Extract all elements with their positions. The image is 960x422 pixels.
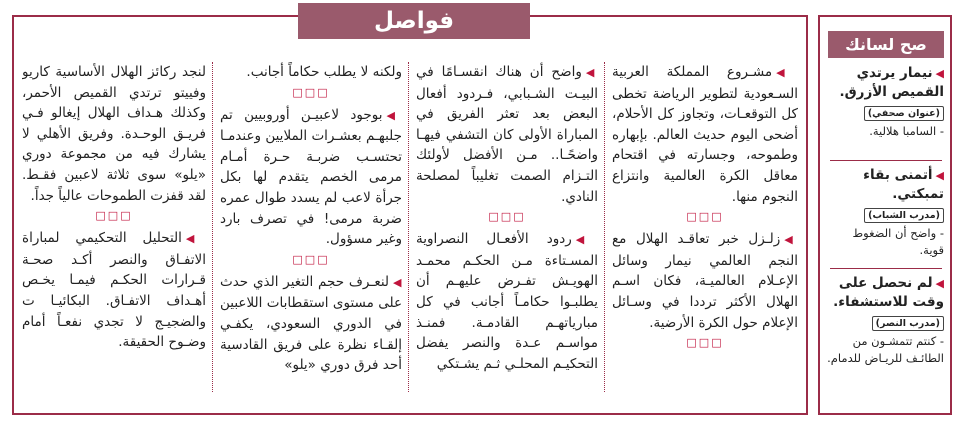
- left-triangle-icon: ◀: [784, 233, 798, 247]
- separator: □□□: [686, 336, 724, 350]
- side-item: [826, 64, 944, 140]
- side-divider: [830, 160, 942, 161]
- side-item-headline: [826, 166, 944, 203]
- paragraph: [416, 229, 598, 374]
- paragraph-text: زلـزل خبر تعاقـد الهلال مع النجم العالمي نيمار وسائل الإعـلام العالميـة، فكان اسـم الهلال الأكثر ترددا في وسـائل الإعلام حول الكرة الأرضية.: [612, 231, 798, 331]
- paragraph: لنجد ركائز الهلال الأساسية كاريو وفييتو ترتدي القميص الأحمر، وكذلك هـداف الهلال إيغالو فـي فريـق الوحـدة. وفريق الأهلي لا يشارك فيه من مجموعة دوري «يلو» سوى ثلاثة لاعبين فقـط. لقد قفزت الطموحات عالياً جداً.: [22, 64, 206, 204]
- separator: □□□: [292, 85, 330, 99]
- column-divider: [212, 62, 213, 392]
- headline-text: نيمار يرتدي القميص الأزرق.: [839, 65, 944, 100]
- left-triangle-icon: ◀: [935, 67, 944, 80]
- section-title: فواصل: [298, 3, 530, 39]
- paragraph-text: واضح أن هناك انقسـامًا في البيـت الشـبابي، فـردود أفعال البعض بعد تعثر الفريق في المباراة الأولى كان التشفي فيهـا واضحًـا.. مـن الأفضل لأولئك التـزام الصمت تغليباً لمصلحة النادي.: [416, 64, 598, 205]
- source-tag: (مدرب الشباب): [864, 208, 944, 223]
- separator: □□□: [488, 210, 526, 224]
- paragraph: [612, 229, 798, 333]
- left-triangle-icon: ◀: [185, 232, 206, 246]
- column-divider: [604, 62, 605, 392]
- side-divider: [830, 268, 942, 269]
- side-item-reply: - كنتم تتمشـون من الطائـف للريـاض للدمام.: [827, 334, 944, 365]
- left-triangle-icon: ◀: [575, 233, 598, 247]
- separator: □□□: [686, 210, 724, 224]
- paragraph: [612, 62, 798, 207]
- source-tag: (مدرب النصر): [872, 316, 944, 331]
- paragraph: [416, 62, 598, 207]
- paragraph: [220, 105, 402, 250]
- column-4: [22, 62, 206, 400]
- column-1: [612, 62, 798, 400]
- side-box-title: صح لسانك: [828, 31, 944, 58]
- paragraph-text: ردود الأفعـال النصراوية المسـتاءة مـن الحكـم محمـد الهويـش تفـرض عليهـم أن يطلبـوا حكامـاً أجانب في كل مبارياتهـم القادمـة. فمنـذ مواسـم عـدة والنصر يفضل التحكيـم المحلـي ثـم يشـتكي: [416, 231, 598, 372]
- column-divider: [408, 62, 409, 392]
- headline-text: أتمنى بقاء تمبكتي.: [863, 167, 944, 202]
- left-triangle-icon: ◀: [776, 66, 798, 79]
- paragraph: [22, 228, 206, 353]
- paragraph-text: التحليل التحكيمي لمباراة الاتفـاق والنصر أكـد صحـة قـرارات الحكـم فيمـا يخـص أهـداف الاتفـاق. البكائيـا ت والضجيـج لا تجدي نفعـاً أمام وضـوح الحقيقة.: [22, 230, 206, 351]
- left-triangle-icon: ◀: [393, 275, 402, 289]
- left-triangle-icon: ◀: [935, 277, 944, 290]
- side-item-reply: - واضح أن الضغوط قوية.: [852, 226, 944, 257]
- column-2: [416, 62, 598, 400]
- paragraph-text: بوجود لاعبيـن أوروبيين تم جلبهـم بعشـرات الملايين وعندمـا تحتسـب ضربـة حـرة أمـام مرمى الخصم يتقدم لها بكل جرأة لاعب لم يسدد طوال عمره ضربة مرمى! في تصرف بارد وغير مسؤول.: [220, 106, 402, 248]
- headline-text: لم نحصل على وقت للاستشفاء.: [833, 275, 944, 310]
- left-triangle-icon: ◀: [585, 66, 598, 79]
- paragraph-text: مشـروع المملكة العربية السـعودية لتطوير الرياضة تخطى كل التوقعـات، وتجاوز كل الأحلام، أضحى اليوم حديث العالم. بإبهاره وطموحه، وجسارته في اقتحام معاقل الكرة العالمية وانتزاع النجوم منها.: [612, 64, 798, 205]
- side-item-headline: [826, 274, 944, 311]
- column-3: [220, 62, 402, 400]
- side-item: [826, 166, 944, 259]
- separator: □□□: [292, 252, 330, 266]
- separator: □□□: [95, 209, 133, 223]
- side-item-headline: [826, 64, 944, 101]
- left-triangle-icon: ◀: [386, 108, 402, 122]
- paragraph: [220, 272, 402, 376]
- side-item: [826, 274, 944, 367]
- side-item-reply: - السامبا هلالية.: [869, 124, 944, 138]
- paragraph-text: لنعـرف حجم التغير الذي حدث على مستوى استقطابات اللاعبين في الدوري السعودي، يكفـي إلقـاء نظرة على فريق القادسية أحد فرق دوري «يلو»: [220, 273, 402, 374]
- source-tag: (عنوان صحفي): [864, 106, 944, 121]
- paragraph: ولكنه لا يطلب حكاماً أجانب.: [246, 64, 402, 80]
- left-triangle-icon: ◀: [935, 169, 944, 182]
